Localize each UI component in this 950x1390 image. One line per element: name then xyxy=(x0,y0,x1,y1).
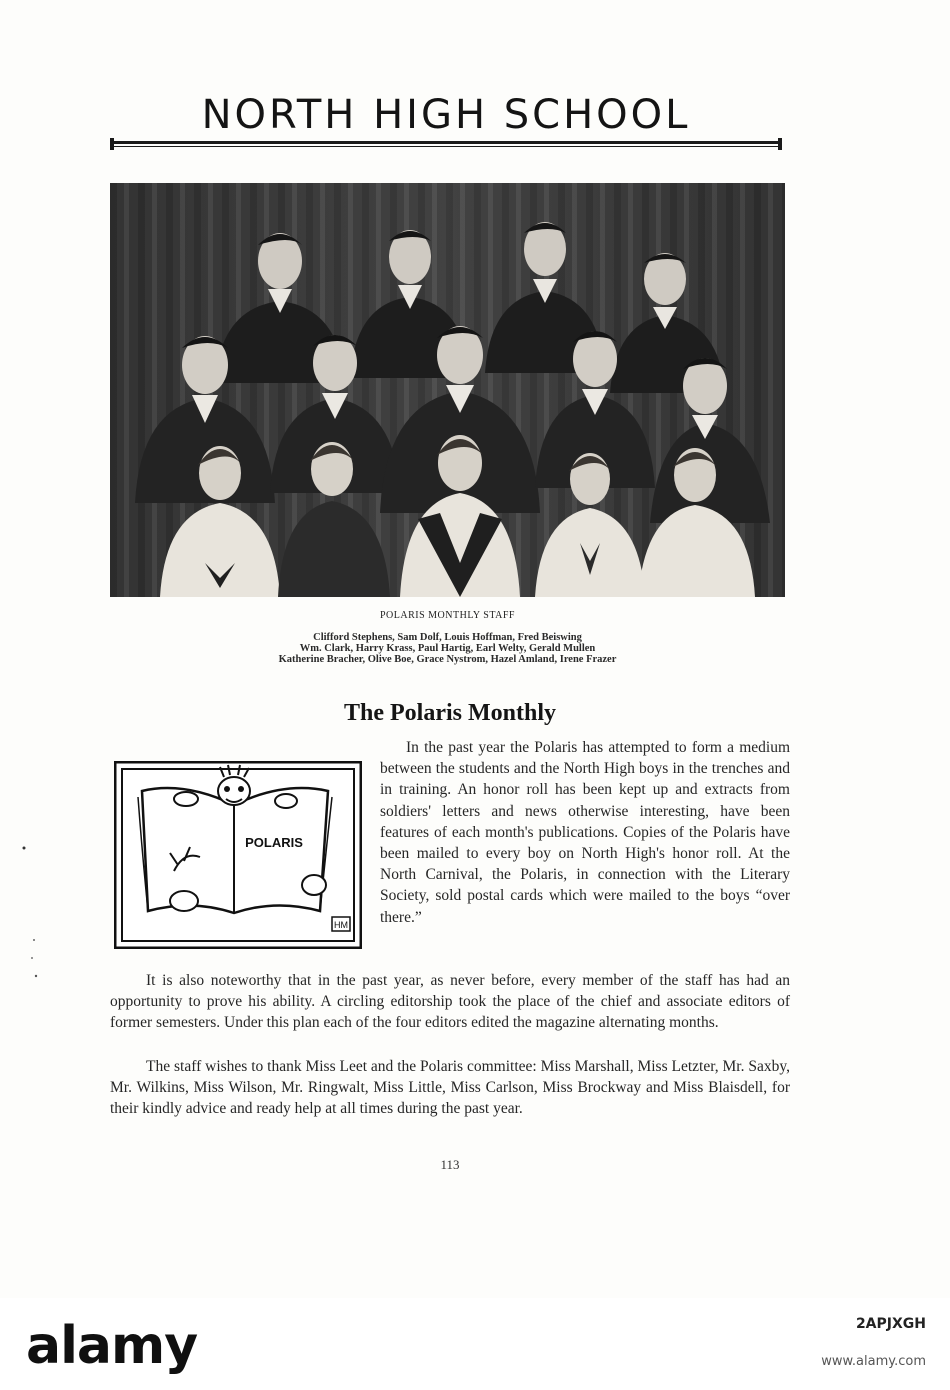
banner-url: www.alamy.com xyxy=(821,1354,926,1369)
image-id: 2APJXGH xyxy=(855,1316,926,1332)
photo-caption-line: Wm. Clark, Harry Krass, Paul Hartig, Earl Welty, Gerald Mullen xyxy=(299,643,596,654)
article-paragraph: It is also noteworthy that in the past year, as never before, every member of the staff has had an opportunity to prove his ability. A circling editorship took the place of the chief and associate editors of former semesters. Under this plan each of the four editors edited the magazine alternating months. xyxy=(110,972,790,1032)
alamy-logo: alamy xyxy=(26,1316,198,1376)
illustration-paper-label: POLARIS xyxy=(245,835,303,850)
scan-margin-specks xyxy=(20,840,50,990)
photo-caption-line: Clifford Stephens, Sam Dolf, Louis Hoffman, Fred Beiswing xyxy=(313,632,582,643)
staff-group-photo xyxy=(110,183,785,597)
article-title: The Polaris Monthly xyxy=(343,700,556,726)
photo-caption-title: POLARIS MONTHLY STAFF xyxy=(379,610,515,621)
article-paragraph: The staff wishes to thank Miss Leet and the Polaris committee: Miss Marshall, Miss Letzter, Mr. Saxby, Mr. Wilkins, Miss Wilson, Mr. Ringwalt, Miss Little, Miss Carlson, Miss Brockway and Miss Blaisdell, for their kindly advice and ready help at all times during the past year. xyxy=(110,1058,790,1118)
photo-caption-line: Katherine Bracher, Olive Boe, Grace Nystrom, Hazel Amland, Irene Frazer xyxy=(278,654,617,665)
illustration-monogram: HM xyxy=(334,920,348,930)
polaris-cartoon-illustration xyxy=(114,761,362,949)
header-rule xyxy=(110,138,782,150)
article-paragraph: In the past year the Polaris has attempted to form a medium between the students and the North High boys in the trenches and in training. An honor roll has been kept up and extracts from soldiers' letters and news otherwise interesting, have been features of each month's publications. Copies of the Polaris have been mailed to every boy on North High's honor roll. At the North Carnival, the Polaris, in connection with the Literary Society, sold postal cards which were mailed to the boys “over there.” xyxy=(380,739,790,926)
page-header-title: NORTH HIGH SCHOOL xyxy=(201,92,691,138)
page-number: 113 xyxy=(440,1157,460,1172)
